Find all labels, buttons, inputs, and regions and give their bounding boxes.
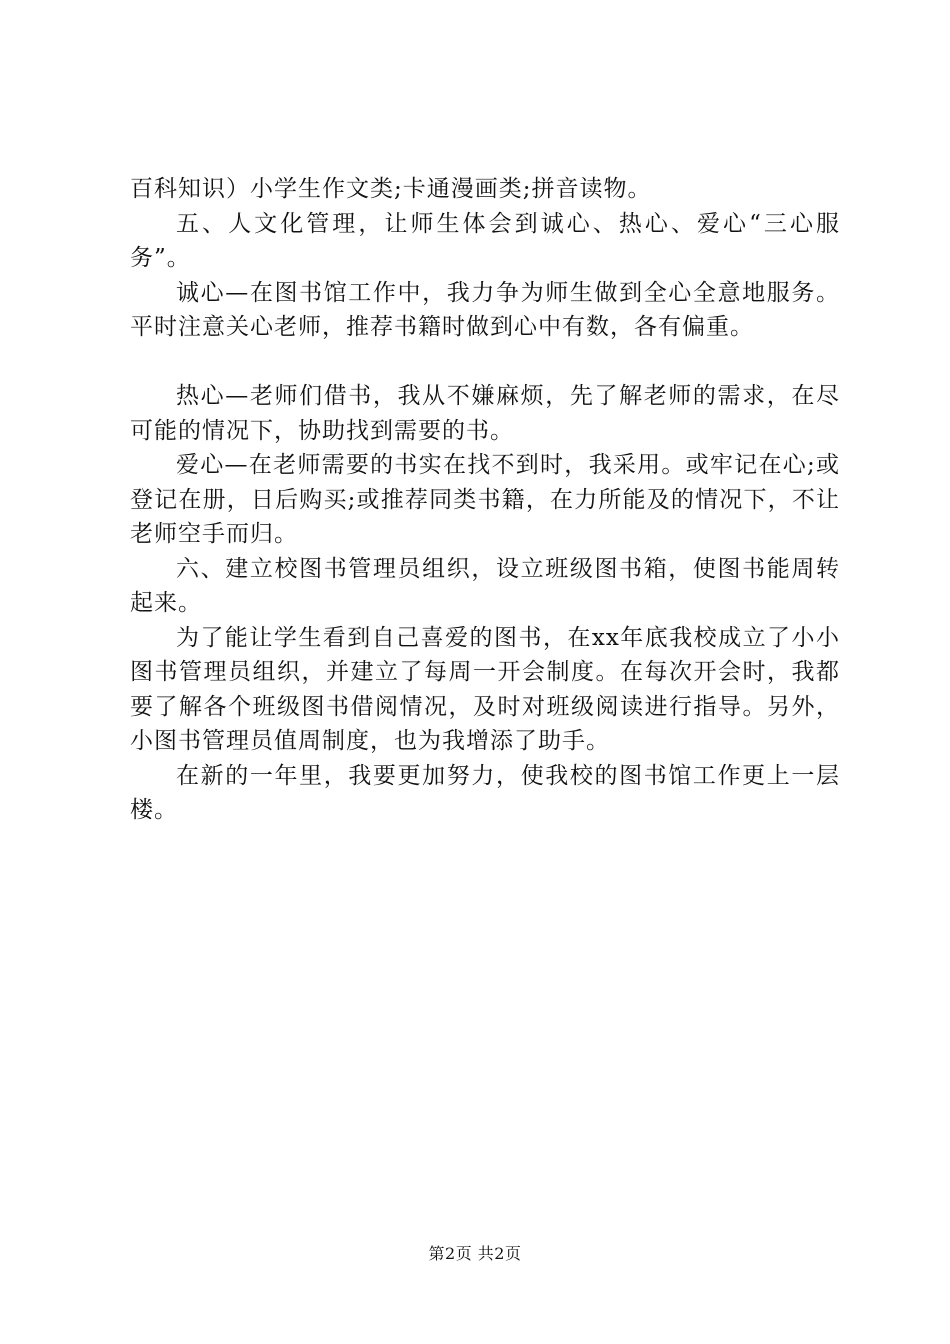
paragraph-continuation: 百科知识）小学生作文类;卡通漫画类;拼音读物。 — [130, 176, 652, 202]
paragraph-section-six-heading: 六、建立校图书管理员组织，设立班级图书箱，使图书能周转起来。 — [130, 555, 840, 616]
paragraph-enthusiasm: 热心—老师们借书，我从不嫌麻烦，先了解老师的需求，在尽可能的情况下，协助找到需要的书。 — [130, 383, 840, 444]
blank-line — [130, 345, 840, 380]
paragraph-sincerity: 诚心—在图书馆工作中，我力争为师生做到全心全意地服务。平时注意关心老师，推荐书籍时做到心中有数，各有偏重。 — [130, 279, 840, 340]
paragraph-love: 爱心—在老师需要的书实在找不到时，我采用。或牢记在心;或登记在册，日后购买;或推荐同类书籍，在力所能及的情况下，不让老师空手而归。 — [130, 452, 840, 547]
page-footer: 第2页 共2页 — [428, 1244, 522, 1263]
paragraph-librarian-organization: 为了能让学生看到自己喜爱的图书，在xx年底我校成立了小小图书管理员组织，并建立了每周一开会制度。在每次开会时，我都要了解各个班级图书借阅情况，及时对班级阅读进行指导。另外，小图书管理员值周制度，也为我增添了助手。 — [130, 624, 840, 754]
paragraph-section-five-heading: 五、人文化管理，让师生体会到诚心、热心、爱心“三心服务”。 — [130, 210, 840, 271]
document-body — [130, 172, 840, 828]
paragraph-conclusion: 在新的一年里，我要更加努力，使我校的图书馆工作更上一层楼。 — [130, 762, 840, 823]
